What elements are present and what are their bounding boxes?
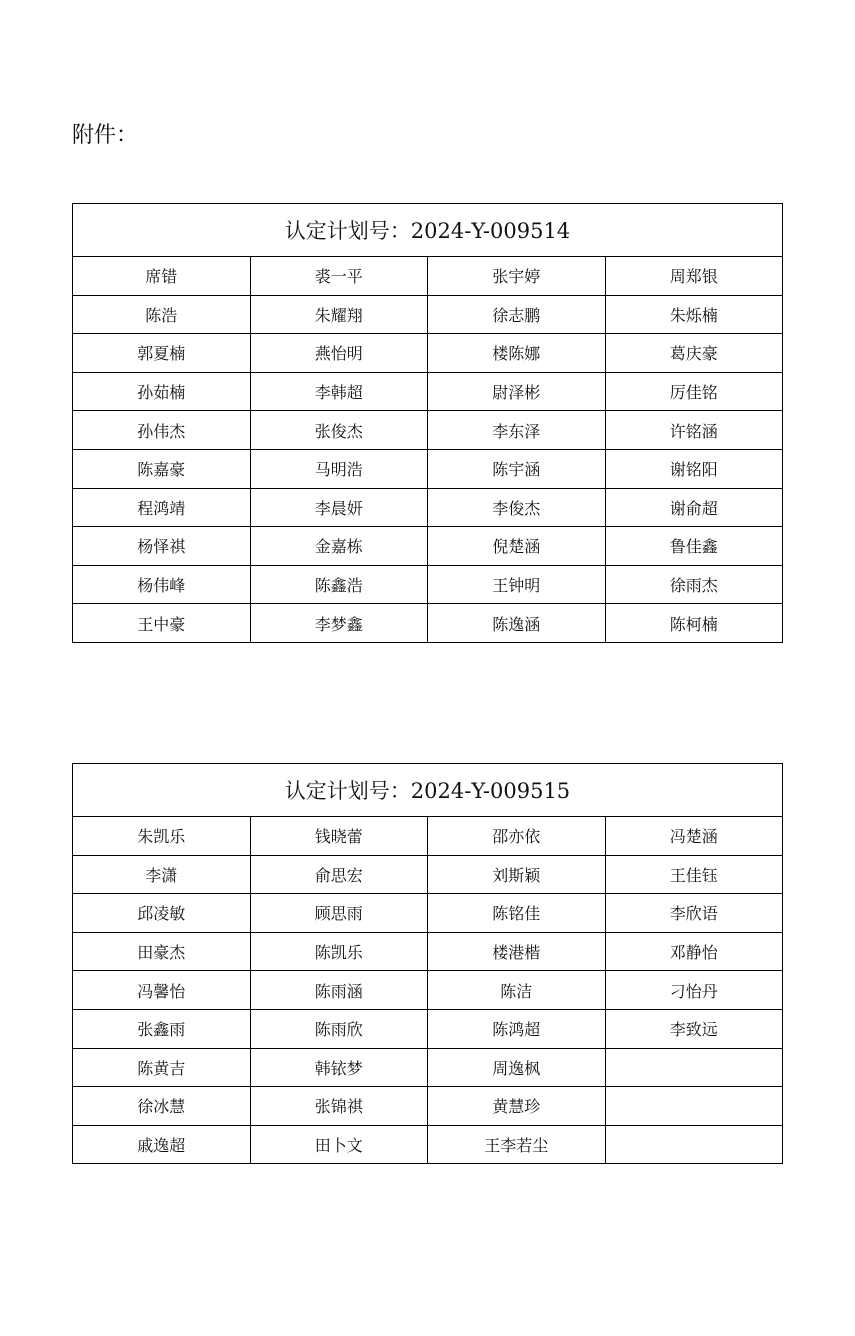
table-row [73, 894, 783, 933]
name-cell: 邱凌敏 [73, 894, 251, 933]
roster-body [73, 204, 783, 643]
name-cell: 陈浩 [73, 295, 251, 334]
name-cell: 张宇婷 [428, 257, 606, 296]
name-cell: 陈嘉豪 [73, 449, 251, 488]
name-cell: 李欣语 [605, 894, 783, 933]
name-cell: 李东泽 [428, 411, 606, 450]
name-cell: 黄慧珍 [428, 1087, 606, 1126]
name-cell: 程鸿靖 [73, 488, 251, 527]
table-row [73, 488, 783, 527]
table-row [73, 295, 783, 334]
table-row [73, 932, 783, 971]
name-cell: 李晨妍 [250, 488, 428, 527]
name-cell: 冯楚涵 [605, 817, 783, 856]
table-row [73, 971, 783, 1010]
name-cell: 陈雨欣 [250, 1009, 428, 1048]
name-cell: 郭夏楠 [73, 334, 251, 373]
name-cell: 王李若尘 [428, 1125, 606, 1164]
name-cell: 李俊杰 [428, 488, 606, 527]
name-cell: 陈柯楠 [605, 604, 783, 643]
name-cell: 燕怡明 [250, 334, 428, 373]
name-cell: 厉佳铭 [605, 372, 783, 411]
name-cell: 张鑫雨 [73, 1009, 251, 1048]
table-title-row [73, 764, 783, 817]
table-row [73, 1048, 783, 1087]
name-cell: 许铭涵 [605, 411, 783, 450]
table-row [73, 1009, 783, 1048]
name-cell: 陈鸿超 [428, 1009, 606, 1048]
name-cell: 谢铭阳 [605, 449, 783, 488]
table-row [73, 411, 783, 450]
table-title: 认定计划号：2024-Y-009514 [73, 204, 783, 257]
name-cell: 陈黄吉 [73, 1048, 251, 1087]
name-cell: 戚逸超 [73, 1125, 251, 1164]
name-cell: 尉泽彬 [428, 372, 606, 411]
name-cell: 马明浩 [250, 449, 428, 488]
table-row [73, 855, 783, 894]
name-cell: 王钟明 [428, 565, 606, 604]
table-row [73, 527, 783, 566]
name-cell: 钱晓蕾 [250, 817, 428, 856]
name-cell: 杨怿祺 [73, 527, 251, 566]
name-cell: 俞思宏 [250, 855, 428, 894]
name-cell: 王中豪 [73, 604, 251, 643]
name-cell: 孙伟杰 [73, 411, 251, 450]
name-cell: 李潇 [73, 855, 251, 894]
table-row [73, 1125, 783, 1164]
name-cell: 陈宇涵 [428, 449, 606, 488]
name-cell: 张锦祺 [250, 1087, 428, 1126]
table-row [73, 817, 783, 856]
name-cell: 金嘉栋 [250, 527, 428, 566]
table-title: 认定计划号：2024-Y-009515 [73, 764, 783, 817]
name-cell: 谢俞超 [605, 488, 783, 527]
name-cell: 孙茹楠 [73, 372, 251, 411]
name-cell: 杨伟峰 [73, 565, 251, 604]
table-row [73, 257, 783, 296]
table-row [73, 565, 783, 604]
name-cell: 田卜文 [250, 1125, 428, 1164]
name-cell: 楼陈娜 [428, 334, 606, 373]
table-title-row [73, 204, 783, 257]
name-cell: 朱凯乐 [73, 817, 251, 856]
table-row [73, 334, 783, 373]
name-cell: 徐冰慧 [73, 1087, 251, 1126]
name-cell: 刘斯颖 [428, 855, 606, 894]
name-cell: 冯馨怡 [73, 971, 251, 1010]
attachment-label: 附件： [72, 123, 139, 148]
name-cell: 陈凯乐 [250, 932, 428, 971]
name-cell: 朱烁楠 [605, 295, 783, 334]
name-cell: 李梦鑫 [250, 604, 428, 643]
name-cell: 楼港楷 [428, 932, 606, 971]
name-cell: 倪楚涵 [428, 527, 606, 566]
name-cell: 裘一平 [250, 257, 428, 296]
name-cell: 邵亦依 [428, 817, 606, 856]
name-cell: 陈铭佳 [428, 894, 606, 933]
roster-body [73, 764, 783, 1164]
name-cell: 陈雨涵 [250, 971, 428, 1010]
name-cell: 周郑银 [605, 257, 783, 296]
name-cell: 周逸枫 [428, 1048, 606, 1087]
name-cell: 朱耀翔 [250, 295, 428, 334]
name-cell: 席错 [73, 257, 251, 296]
name-cell [605, 1125, 783, 1164]
name-cell: 刁怡丹 [605, 971, 783, 1010]
name-cell: 徐志鹏 [428, 295, 606, 334]
name-cell: 陈洁 [428, 971, 606, 1010]
name-cell [605, 1087, 783, 1126]
name-cell: 邓静怡 [605, 932, 783, 971]
name-cell: 徐雨杰 [605, 565, 783, 604]
name-cell: 田豪杰 [73, 932, 251, 971]
name-cell: 陈鑫浩 [250, 565, 428, 604]
table-row [73, 1087, 783, 1126]
name-cell: 韩铱梦 [250, 1048, 428, 1087]
name-cell: 顾思雨 [250, 894, 428, 933]
table-row [73, 449, 783, 488]
table-row [73, 604, 783, 643]
name-cell [605, 1048, 783, 1087]
name-cell: 陈逸涵 [428, 604, 606, 643]
name-cell: 张俊杰 [250, 411, 428, 450]
name-cell: 鲁佳鑫 [605, 527, 783, 566]
name-cell: 王佳钰 [605, 855, 783, 894]
roster-table-009515 [72, 763, 783, 1164]
name-cell: 葛庆豪 [605, 334, 783, 373]
name-cell: 李致远 [605, 1009, 783, 1048]
table-row [73, 372, 783, 411]
name-cell: 李韩超 [250, 372, 428, 411]
roster-table-009514 [72, 203, 783, 643]
